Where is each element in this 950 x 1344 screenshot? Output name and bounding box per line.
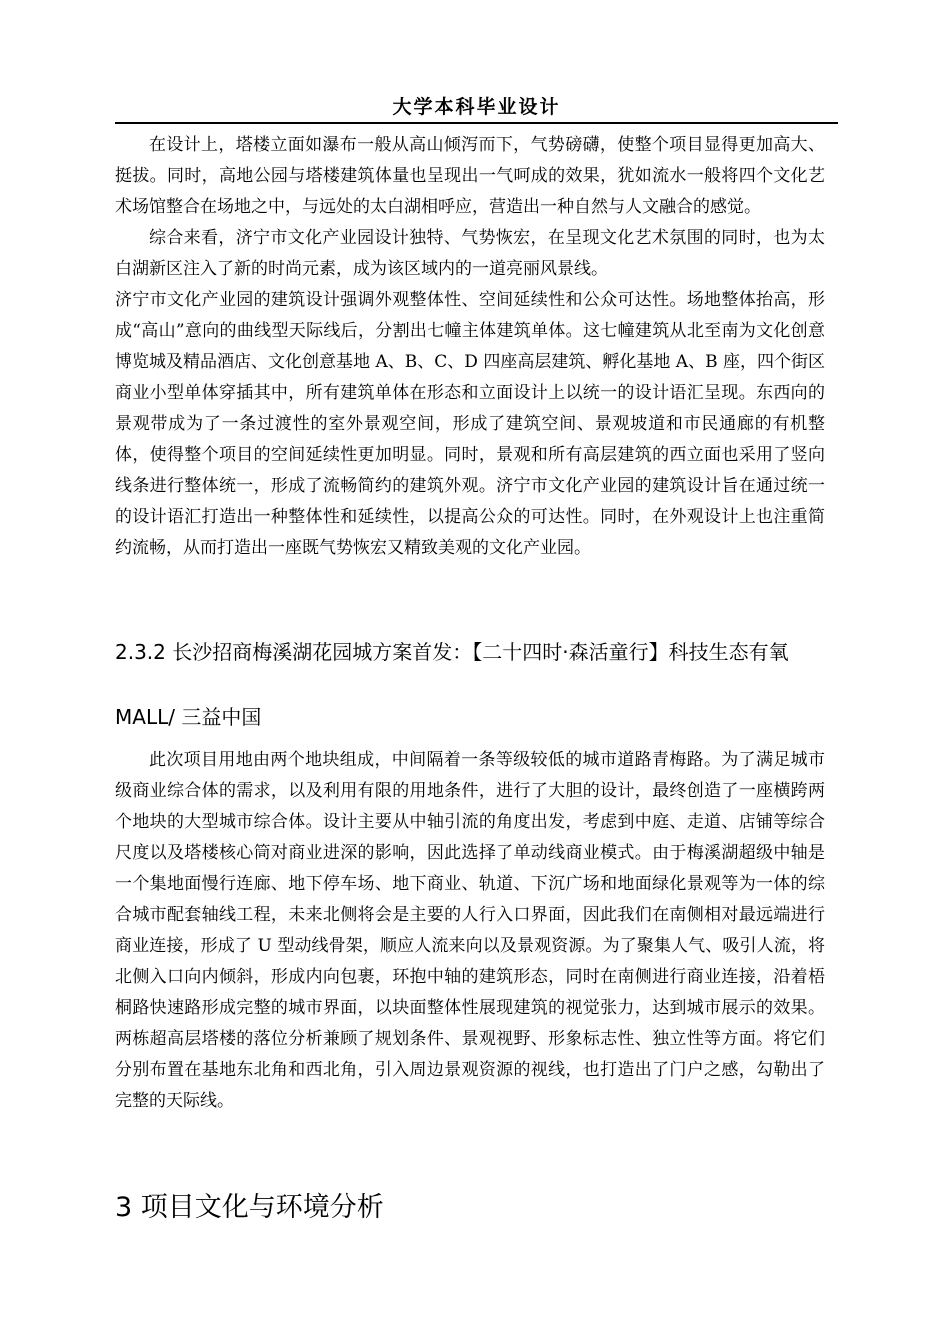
paragraph: 综合来看，济宁市文化产业园设计独特、气势恢宏，在呈现文化艺术氛围的同时，也为太白湖新区注入了新的时尚元素，成为该区域内的一道亮丽风景线。 xyxy=(115,228,825,279)
paragraph: 此次项目用地由两个地块组成，中间隔着一条等级较低的城市道路青梅路。为了满足城市级商业综合体的需求，以及利用有限的用地条件，进行了大胆的设计，最终创造了一座横跨两个地块的大型城市综合体。设计主要从中轴引流的角度出发，考虑到中庭、走道、店铺等综合尺度以及塔楼核心筒对商业进深的影响，因此选择了单动线商业模式。由于梅溪湖超级中轴是一个集地面慢行连廊、地下停车场、地下商业、轨道、下沉广场和地面绿化景观等为一体的综合城市配套轴线工程，未来北侧将会是主要的人行入口界面，因此我们在南侧相对最远端进行商业连接，形成了 U 型动线骨架，顺应人流来向以及景观资源。为了聚集人气、吸引人流，将北侧入口向内倾斜，形成内向包裹，环抱中轴的建筑形态，同时在南侧进行商业连接，沿着梧桐路快速路形成完整的城市界面，以块面整体性展现建筑的视觉张力，达到城市展示的效果。 两栋超高层塔楼的落位分析兼顾了规划条件、景观视野、形象标志性、独立性等方面。将它们分别布置在基地东北角和西北角，引入周边景观资源的视线，也打造出了门户之感，勾勒出了完整的天际线。 xyxy=(115,750,825,1111)
page-header-title: 大学本科毕业设计 xyxy=(392,96,561,118)
paragraph: 在设计上，塔楼立面如瀑布一般从高山倾泻而下，气势磅礴，使整个项目显得更加高大、挺拔。同时，高地公园与塔楼建筑体量也呈现出一气呵成的效果，犹如流水一般将四个文化艺术场馆整合在场地之中，与远处的太白湖相呼应，营造出一种自然与人文融合的感觉。 xyxy=(115,135,825,217)
document-body-top xyxy=(115,130,825,564)
header-divider xyxy=(115,122,838,124)
section-heading-2-3-2: 2.3.2 长沙招商梅溪湖花园城方案首发：【二十四时·森活童行】科技生态有氧 MALL/ 三益中国 xyxy=(115,640,789,729)
document-body-2-3-2 xyxy=(115,745,825,1117)
section-heading-3: 3 项目文化与环境分析 xyxy=(115,1192,384,1223)
paragraph: 济宁市文化产业园的建筑设计强调外观整体性、空间延续性和公众可达性。场地整体抬高，形成“高山”意向的曲线型天际线后，分割出七幢主体建筑单体。这七幢建筑从北至南为文化创意博览城及精品酒店、文化创意基地 A、B、C、D 四座高层建筑、孵化基地 A、B 座，四个街区商业小型单体穿插其中，所有建筑单体在形态和立面设计上以统一的设计语汇呈现。东西向的景观带成为了一条过渡性的室外景观空间，形成了建筑空间、景观坡道和市民通廊的有机整体，使得整个项目的空间延续性更加明显。同时，景观和所有高层建筑的西立面也采用了竖向线条进行整体统一，形成了流畅简约的建筑外观。济宁市文化产业园的建筑设计旨在通过统一的设计语汇打造出一种整体性和延续性，以提高公众的可达性。同时，在外观设计上也注重简约流畅，从而打造出一座既气势恢宏又精致美观的文化产业园。 xyxy=(115,290,825,558)
